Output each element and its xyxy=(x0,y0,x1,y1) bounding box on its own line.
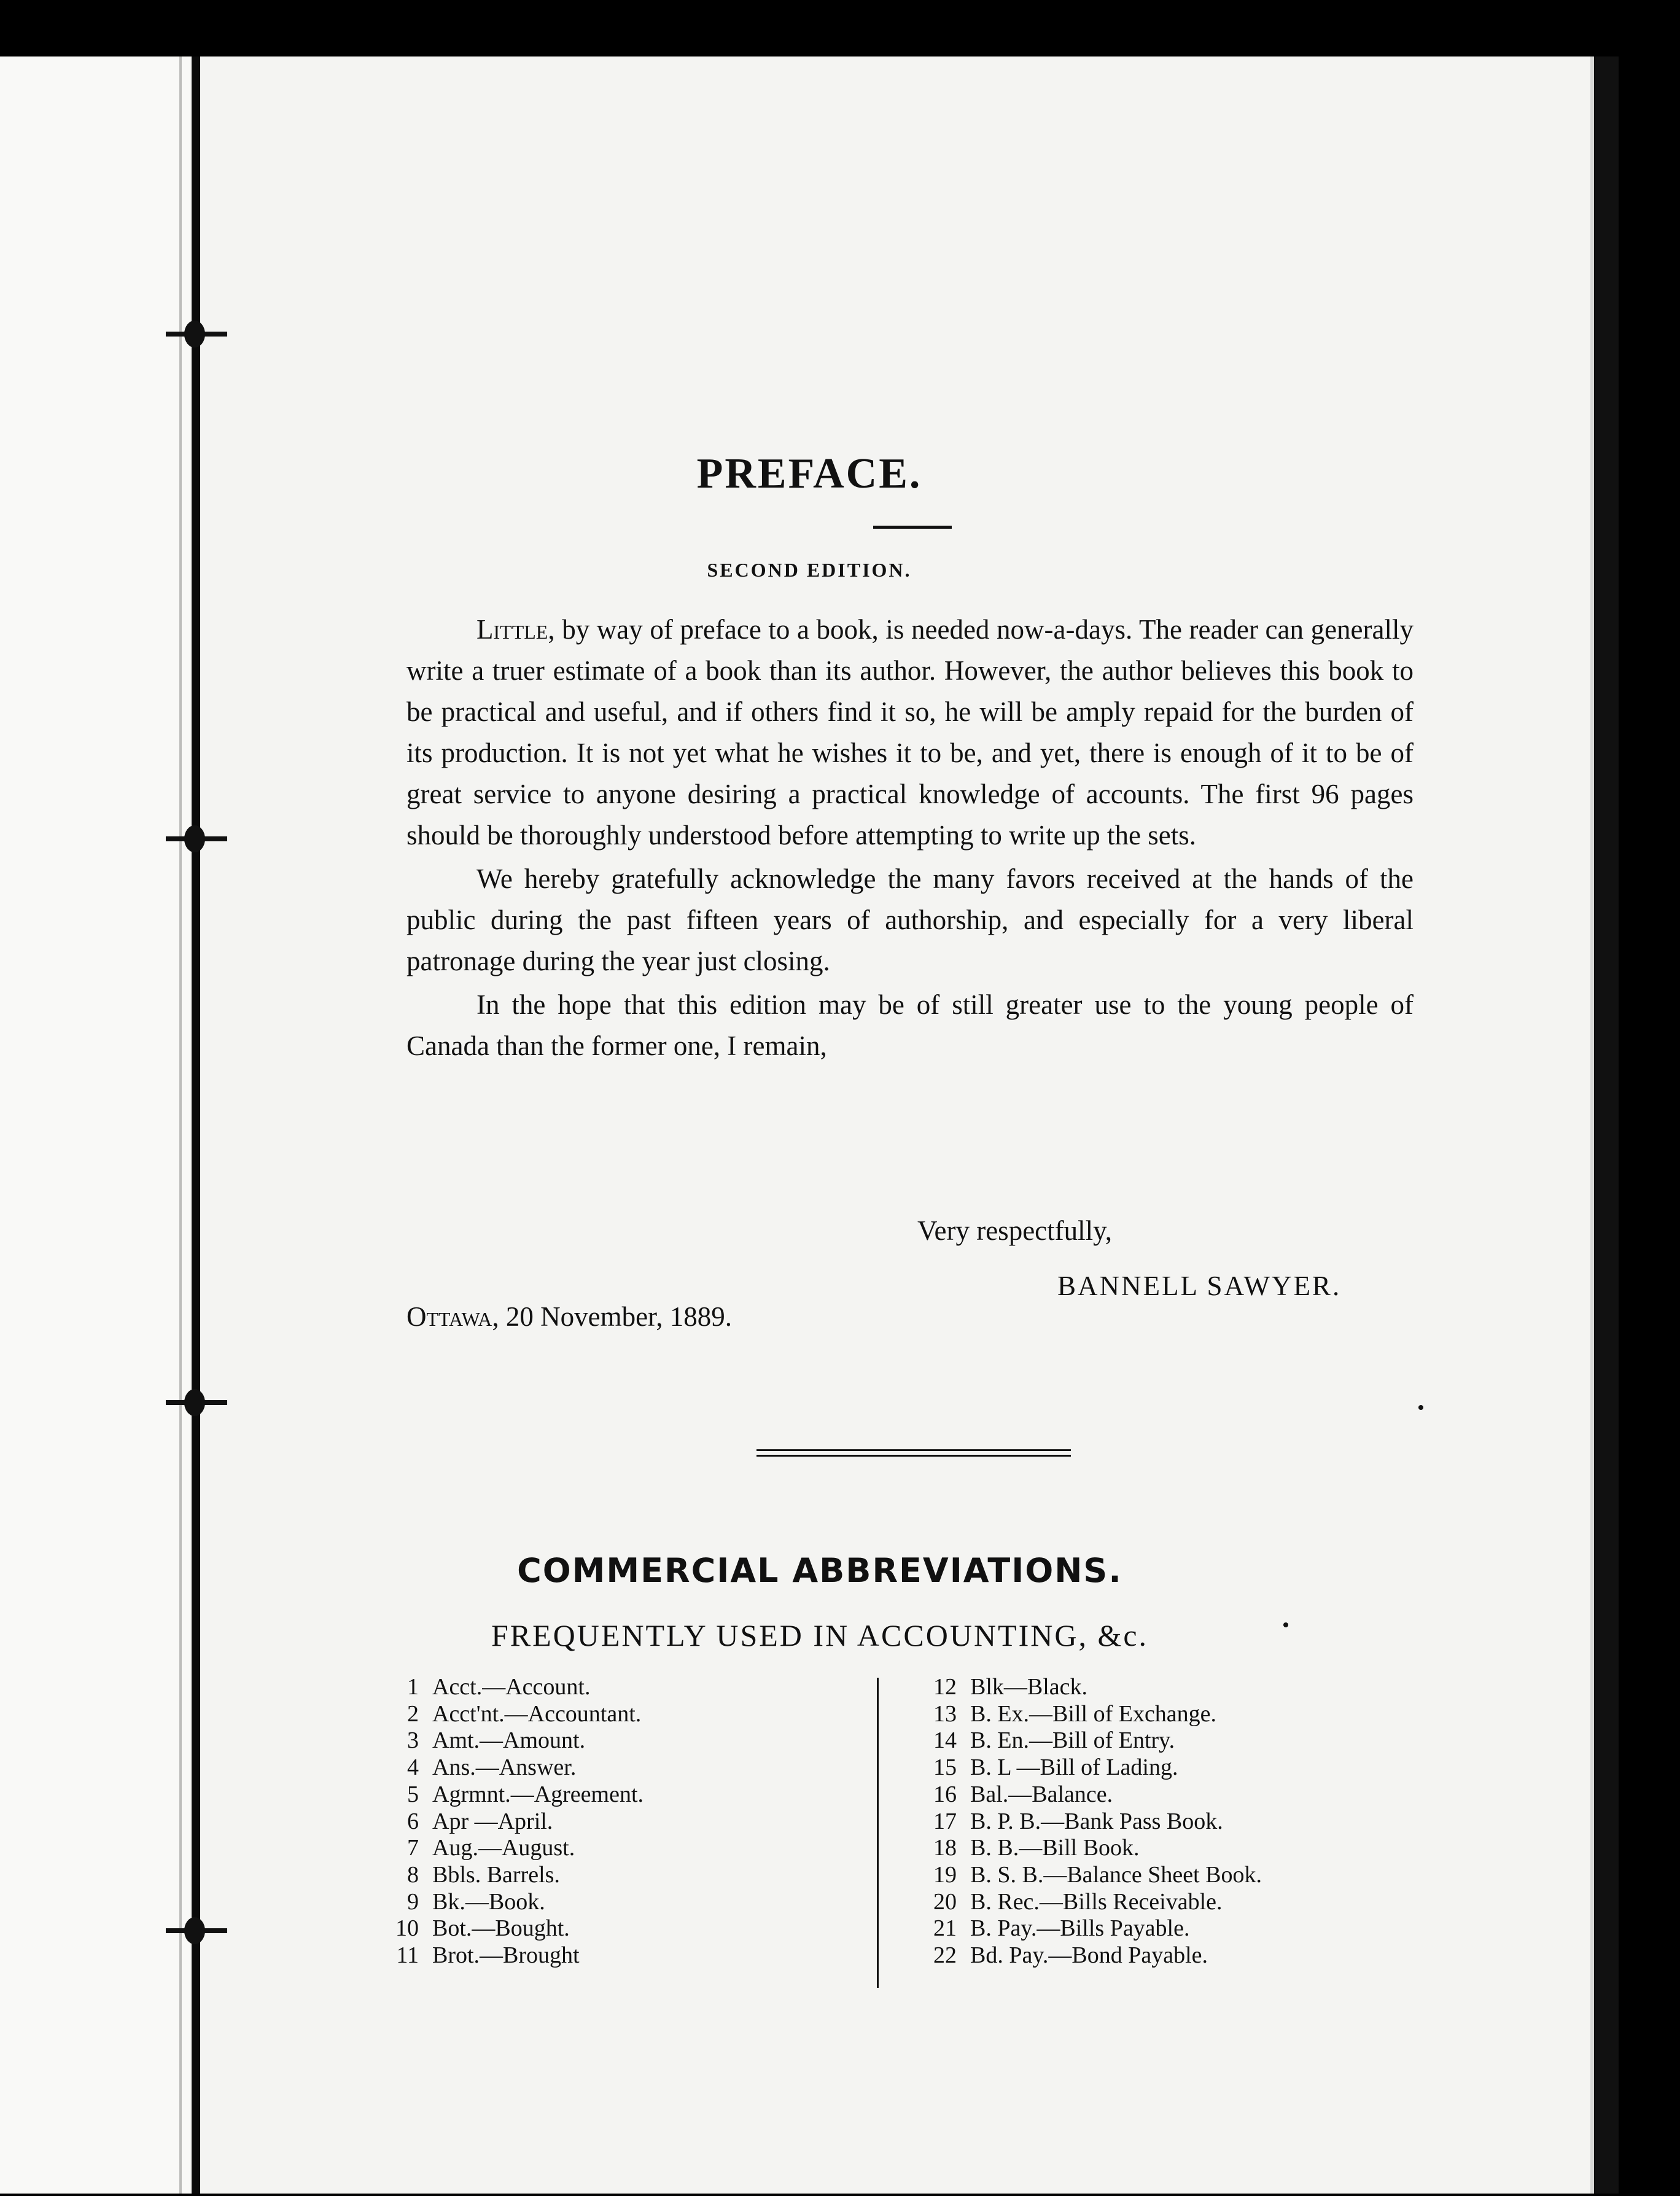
binding-stitch xyxy=(166,1395,227,1410)
abbreviations-title: COMMERCIAL ABBREVIATIONS. xyxy=(517,1551,1122,1590)
abbreviation-number: 19 xyxy=(933,1861,957,1888)
abbreviation-number: 22 xyxy=(933,1942,957,1969)
abbreviation-text: Agrmnt.—Agreement. xyxy=(432,1781,644,1807)
abbreviation-item xyxy=(921,1701,1262,1728)
abbreviation-text: Bot.—Bought. xyxy=(432,1915,570,1942)
abbreviation-number: 7 xyxy=(407,1835,419,1861)
abbreviation-text: Acct.—Account. xyxy=(432,1674,591,1700)
preface-title: PREFACE. xyxy=(696,450,922,497)
abbreviation-number: 5 xyxy=(407,1781,419,1807)
abbreviation-item xyxy=(921,1915,1262,1942)
abbreviation-item xyxy=(393,1889,644,1916)
column-divider xyxy=(877,1678,879,1988)
abbreviation-item xyxy=(393,1754,644,1781)
abbreviations-right-column xyxy=(921,1674,1262,1969)
abbreviation-number: 1 xyxy=(407,1674,419,1700)
binding-stitch xyxy=(166,327,227,341)
abbreviation-text: Bal.—Balance. xyxy=(970,1781,1113,1807)
abbreviation-number: 21 xyxy=(933,1915,957,1942)
abbreviation-number: 13 xyxy=(933,1700,957,1727)
abbreviation-number: 20 xyxy=(933,1888,957,1915)
abbreviation-text: Ans.—Answer. xyxy=(432,1754,577,1781)
abbreviation-item xyxy=(921,1835,1262,1862)
dateline-date: 20 November, 1889. xyxy=(499,1301,732,1332)
abbreviations-left-column xyxy=(393,1674,644,1969)
abbreviation-text: Aug.—August. xyxy=(432,1835,575,1861)
abbreviation-number: 16 xyxy=(933,1781,957,1807)
abbreviation-number: 6 xyxy=(407,1808,419,1834)
abbreviation-item xyxy=(393,1701,644,1728)
scanned-page xyxy=(0,56,1619,2194)
abbreviation-text: B. Rec.—Bills Receivable. xyxy=(970,1888,1223,1915)
section-divider xyxy=(756,1449,1071,1457)
abbreviation-item xyxy=(393,1915,644,1942)
preface-body xyxy=(406,609,1414,1067)
abbreviation-item xyxy=(921,1781,1262,1809)
abbreviation-item xyxy=(921,1889,1262,1916)
abbreviation-item xyxy=(393,1674,644,1701)
abbreviation-number: 4 xyxy=(407,1754,419,1781)
binding-spine xyxy=(192,56,200,2194)
abbreviation-number: 18 xyxy=(933,1835,957,1861)
abbreviation-text: Apr —April. xyxy=(432,1808,553,1834)
preface-paragraph: We hereby gratefully acknowledge the many favors received at the hands of the public during the past fifteen years of authorship, and especially for a very liberal patronage during the year just closing. xyxy=(406,863,1414,976)
abbreviation-text: Bk.—Book. xyxy=(432,1888,545,1915)
preface-paragraph: In the hope that this edition may be of still greater use to the young people of Canada than the former one, I remain, xyxy=(406,989,1414,1061)
binding-shadow xyxy=(179,56,182,2194)
abbreviation-item xyxy=(393,1781,644,1809)
dateline xyxy=(406,1301,732,1333)
abbreviation-text: B. B.—Bill Book. xyxy=(970,1835,1140,1861)
abbreviation-text: Bbls. Barrels. xyxy=(432,1861,560,1888)
abbreviation-text: Amt.—Amount. xyxy=(432,1727,586,1754)
ink-speck xyxy=(1283,1622,1288,1627)
abbreviation-text: B. Pay.—Bills Payable. xyxy=(970,1915,1190,1942)
binding-stitch xyxy=(166,831,227,846)
title-rule xyxy=(873,526,952,529)
preface-paragraph xyxy=(406,609,1414,856)
abbreviation-number: 2 xyxy=(407,1700,419,1727)
abbreviation-item xyxy=(921,1674,1262,1701)
abbreviation-item xyxy=(393,1727,644,1754)
paragraph-text: by way of preface to a book, is needed now-a-days. The reader can generally write a truer estimate of a book than its author. However, the author believes this book to be practical and useful, and if others find it so, he will be amply repaid for the burden of its production. It is not yet what he wishes it to be, and yet, there is enough of it to be of great service to anyone desiring a practical knowledge of accounts. The first 96 pages should be thoroughly understood before attempting to write up the sets. xyxy=(406,614,1414,851)
dateline-place: Ottawa, xyxy=(406,1301,499,1332)
abbreviation-number: 11 xyxy=(396,1942,419,1969)
binding-stitch xyxy=(166,1923,227,1938)
abbreviation-text: Bd. Pay.—Bond Payable. xyxy=(970,1942,1208,1969)
abbreviation-number: 3 xyxy=(407,1727,419,1754)
abbreviations-subtitle: FREQUENTLY USED IN ACCOUNTING, &c. xyxy=(491,1618,1149,1653)
abbreviation-item xyxy=(393,1835,644,1862)
abbreviation-item xyxy=(393,1862,644,1889)
closing-salutation: Very respectfully, xyxy=(917,1215,1112,1246)
edition-label: SECOND EDITION. xyxy=(707,559,912,581)
abbreviation-number: 10 xyxy=(395,1915,419,1942)
author-signature: BANNELL SAWYER. xyxy=(1057,1271,1342,1301)
abbreviation-item xyxy=(921,1809,1262,1836)
abbreviation-number: 12 xyxy=(933,1674,957,1700)
abbreviation-text: B. P. B.—Bank Pass Book. xyxy=(970,1808,1223,1834)
abbreviation-text: B. En.—Bill of Entry. xyxy=(970,1727,1175,1754)
paragraph-lead-word: Little, xyxy=(476,614,555,645)
abbreviation-item xyxy=(921,1942,1262,1969)
abbreviation-item xyxy=(393,1942,644,1969)
abbreviation-number: 17 xyxy=(933,1808,957,1834)
abbreviation-number: 9 xyxy=(407,1888,419,1915)
abbreviation-text: B. L —Bill of Lading. xyxy=(970,1754,1178,1781)
abbreviation-item xyxy=(921,1727,1262,1754)
abbreviation-item xyxy=(921,1754,1262,1781)
abbreviation-number: 8 xyxy=(407,1861,419,1888)
abbreviation-text: Blk—Black. xyxy=(970,1674,1088,1700)
abbreviation-text: B. S. B.—Balance Sheet Book. xyxy=(970,1861,1262,1888)
binding-margin xyxy=(0,56,190,2194)
ink-speck xyxy=(1418,1405,1423,1410)
abbreviation-number: 14 xyxy=(933,1727,957,1754)
abbreviation-text: Brot.—Brought xyxy=(432,1942,580,1969)
abbreviation-number: 15 xyxy=(933,1754,957,1781)
abbreviation-text: Acct'nt.—Accountant. xyxy=(432,1700,642,1727)
abbreviation-item xyxy=(921,1862,1262,1889)
abbreviation-item xyxy=(393,1809,644,1836)
page-edge xyxy=(1594,56,1619,2194)
abbreviation-text: B. Ex.—Bill of Exchange. xyxy=(970,1700,1217,1727)
